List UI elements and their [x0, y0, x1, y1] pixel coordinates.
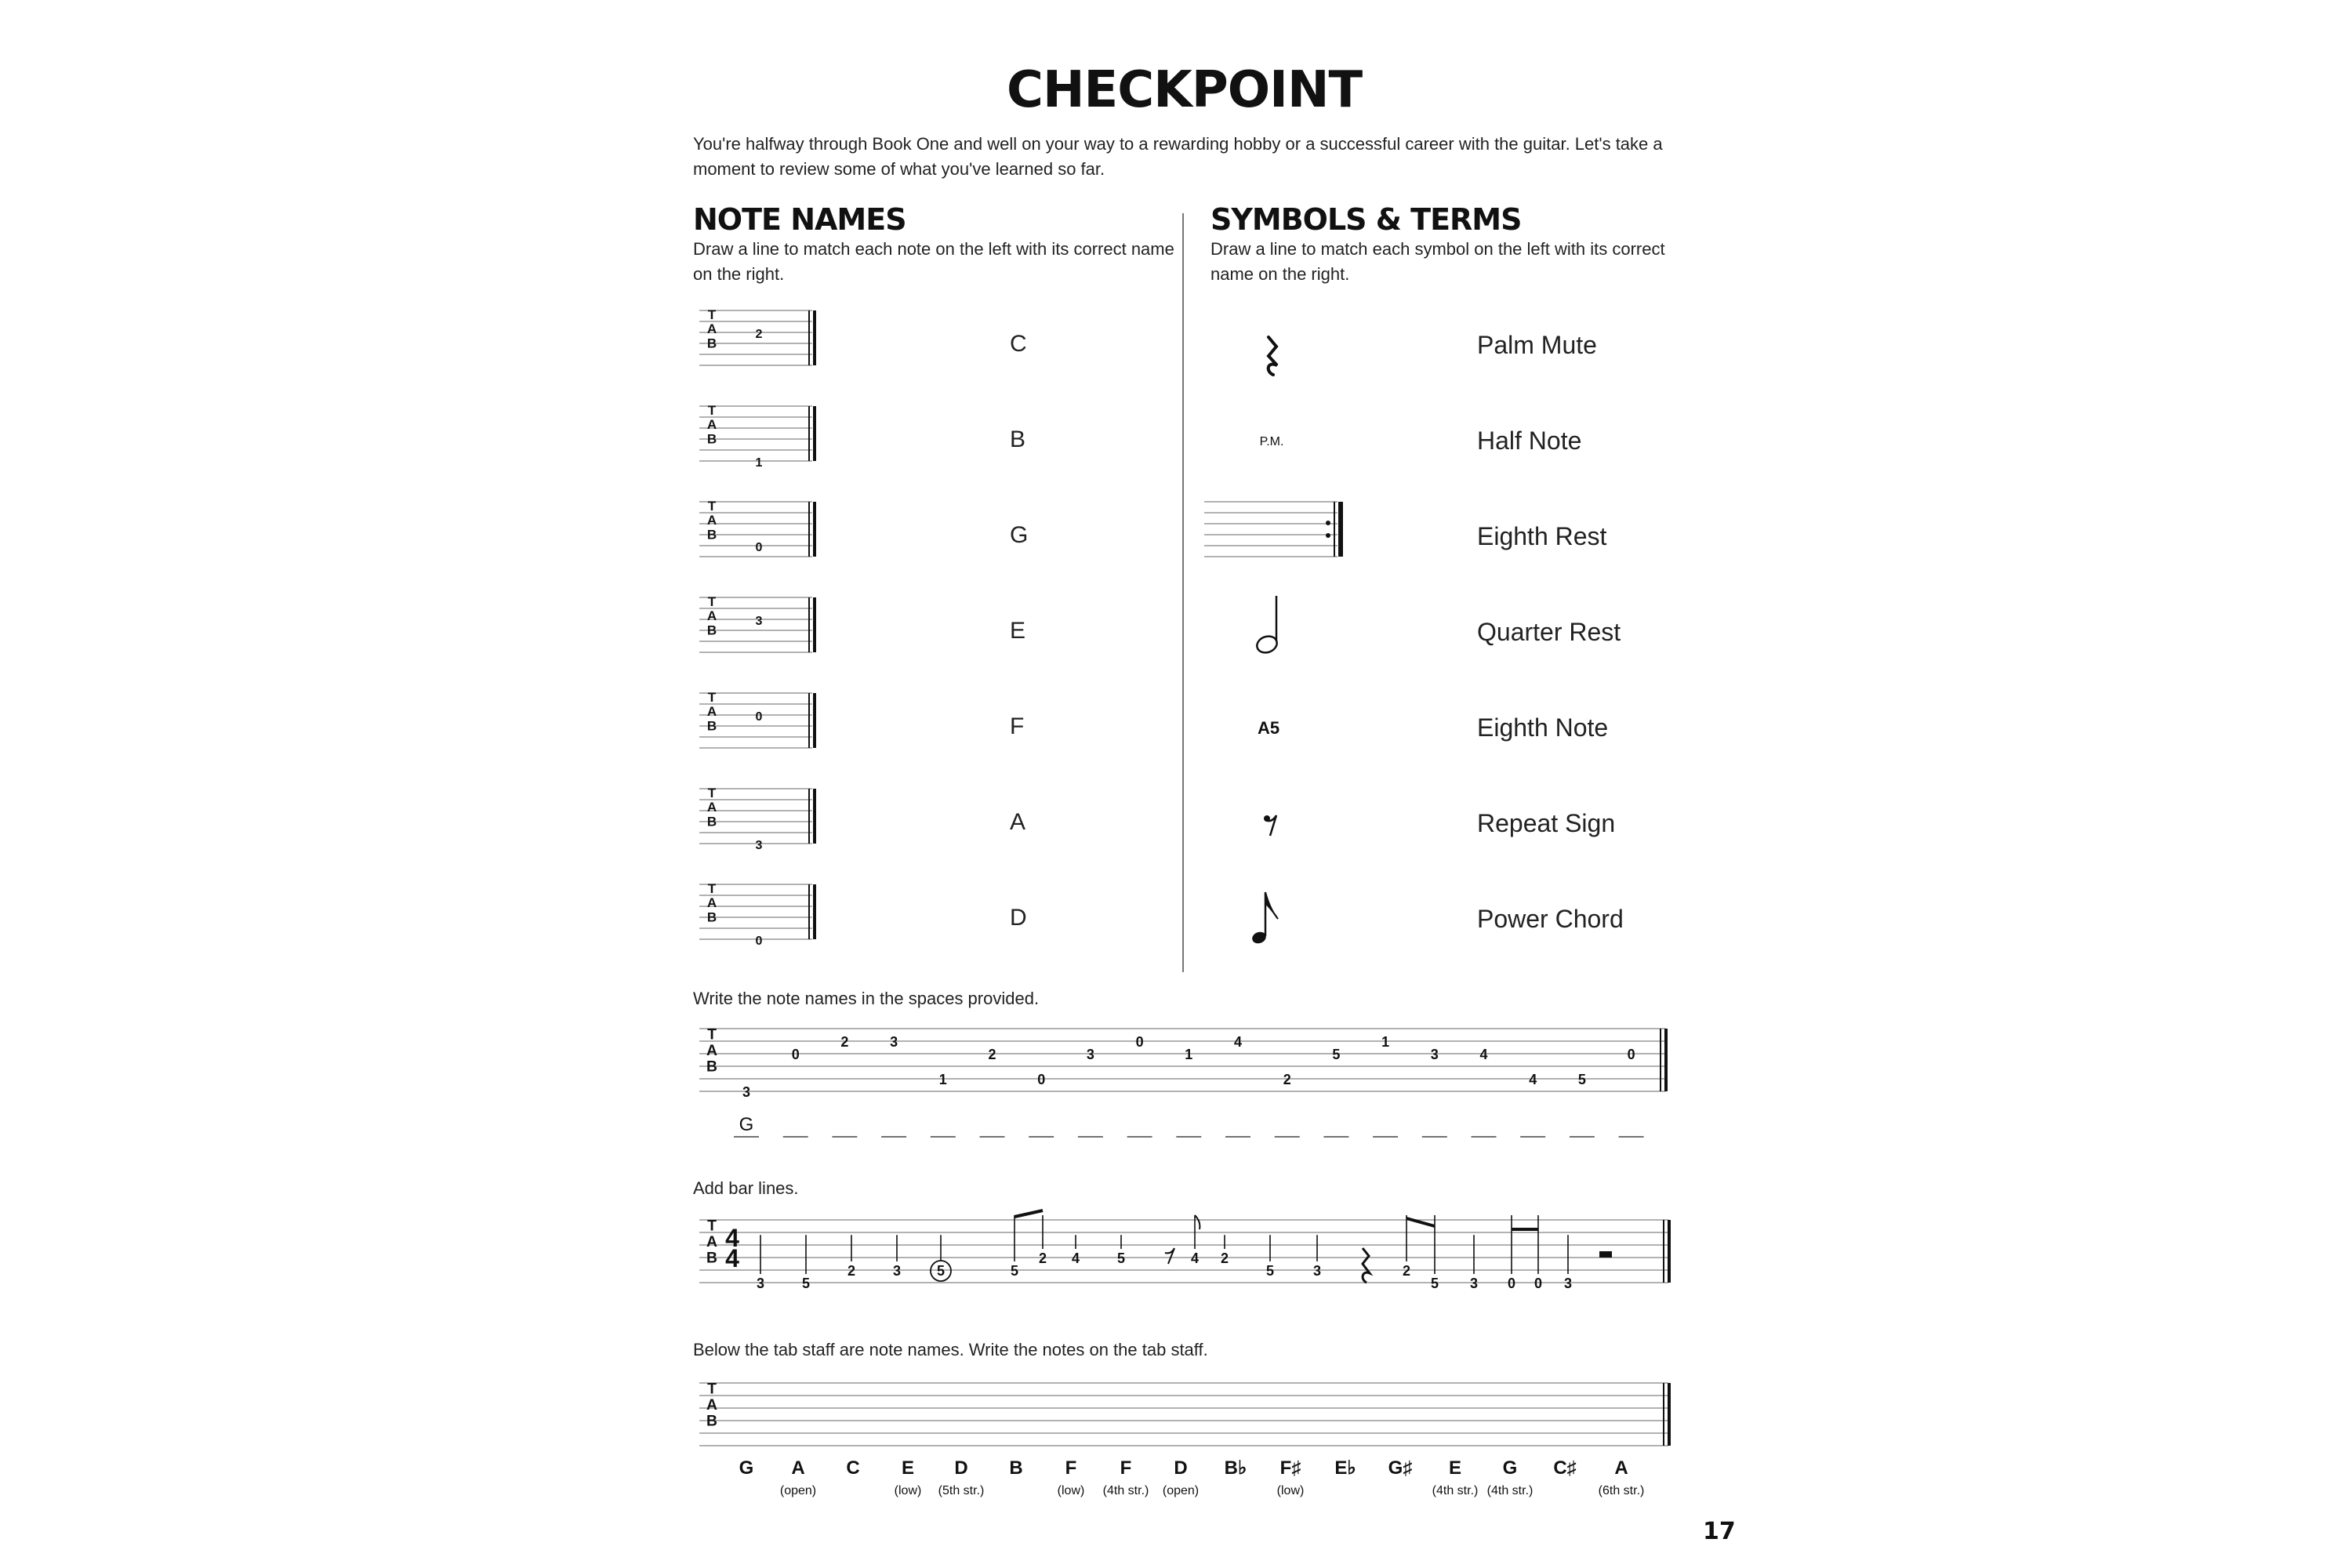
- tab-clef-letter: T: [707, 307, 717, 323]
- eighth-note-flag: [1265, 892, 1278, 919]
- tab-fret-number: 3: [742, 1084, 751, 1100]
- note-names-instruction: Draw a line to match each note on the left with its correct name on the right.: [693, 239, 1174, 284]
- tab-fret-number: 3: [1430, 1047, 1439, 1062]
- tab-fret-number: 3: [755, 615, 763, 628]
- palm-mute-text: P.M.: [1259, 435, 1284, 448]
- note-name-label: F: [1065, 1457, 1077, 1479]
- tab-clef-letter: B: [706, 1058, 717, 1076]
- tab-fret-number: 4: [1529, 1072, 1537, 1087]
- answer-letter: B: [1010, 426, 1026, 452]
- tab-clef-letter: T: [707, 690, 717, 706]
- tab-clef-letter: T: [707, 1025, 717, 1044]
- write-notes-staff: [699, 1383, 1668, 1446]
- tab-clef-letter: T: [707, 881, 717, 897]
- tab-fret-number: 3: [1563, 1276, 1573, 1291]
- term-label: Quarter Rest: [1477, 618, 1621, 646]
- tab-clef-letter: T: [707, 786, 717, 801]
- note-name-label: C♯: [1553, 1457, 1577, 1479]
- note-name-label: A: [791, 1457, 805, 1479]
- quarter-rest-icon: [1363, 1248, 1370, 1283]
- note-name-label: B♭: [1224, 1457, 1247, 1479]
- tab-fret-number: 5: [1010, 1263, 1019, 1279]
- tab-fret-number: 3: [755, 839, 763, 852]
- tab-clef-letter: B: [706, 1249, 717, 1267]
- tab-clef-letter: B: [706, 431, 717, 447]
- answer-letter: E: [1010, 618, 1026, 644]
- note-name-sub: (4th str.): [1102, 1484, 1149, 1497]
- time-signature-top: 4: [725, 1224, 739, 1252]
- note-name-sub: (low): [894, 1484, 922, 1497]
- eighth-rest-icon: [1165, 1248, 1174, 1264]
- tab-clef-letter: B: [706, 1412, 717, 1430]
- intro-paragraph: You're halfway through Book One and well on your way to a rewarding hobby or a successful career with the guitar. Let's take a moment to review some of what you've learned so far.: [693, 134, 1663, 179]
- tab-clef-letter: A: [706, 513, 717, 528]
- repeat-dot: [1326, 533, 1330, 538]
- tab-fret-number: 1: [1381, 1034, 1390, 1050]
- tab-fret-number: 0: [1135, 1034, 1144, 1050]
- note-name-sub: (low): [1057, 1484, 1085, 1497]
- note-name-label: E♭: [1334, 1457, 1356, 1479]
- tab-fret-number: 3: [1086, 1047, 1094, 1062]
- tab-fret-number: 4: [1190, 1250, 1200, 1266]
- term-label: Eighth Rest: [1477, 522, 1607, 550]
- repeat-dot: [1326, 521, 1330, 525]
- note-name-label: G: [739, 1457, 754, 1479]
- half-rest-icon: [1599, 1251, 1612, 1258]
- tab-fret-number: 1: [755, 456, 763, 470]
- term-label: Half Note: [1477, 426, 1582, 455]
- tab-clef-letter: A: [706, 1042, 717, 1059]
- symbols-terms-heading: SYMBOLS & TERMS: [1210, 202, 1522, 237]
- note-name-label: G♯: [1388, 1457, 1413, 1479]
- tab-clef-letter: A: [706, 417, 717, 433]
- tab-fret-number: 2: [1038, 1250, 1047, 1266]
- tab-clef-letter: T: [707, 403, 717, 419]
- tab-fret-number: 3: [1469, 1276, 1479, 1291]
- tab-clef-letter: B: [706, 527, 717, 543]
- tab-clef-letter: B: [706, 336, 717, 351]
- tab-fret-number: 2: [840, 1034, 849, 1050]
- tab-fret-number: 3: [1312, 1263, 1322, 1279]
- note-name-label: G: [1502, 1457, 1518, 1479]
- add-bar-lines-instruction: Add bar lines.: [693, 1178, 799, 1198]
- tab-fret-number: 4: [1479, 1047, 1488, 1062]
- note-name-label: F: [1120, 1457, 1132, 1479]
- tab-fret-number: 0: [1037, 1072, 1046, 1087]
- note-name-sub: (open): [779, 1484, 817, 1497]
- page-number: 17: [1703, 1518, 1736, 1545]
- note-name-sub: (open): [1162, 1484, 1200, 1497]
- tab-clef-letter: A: [706, 895, 717, 911]
- tab-fret-number: 0: [755, 935, 763, 948]
- answer-letter: G: [1010, 522, 1029, 548]
- note-name-label: D: [1174, 1457, 1188, 1479]
- tab-clef-letter: T: [707, 1380, 717, 1398]
- tab-clef-letter: T: [707, 1217, 717, 1235]
- tab-clef-letter: T: [707, 594, 717, 610]
- tab-clef-letter: A: [706, 1396, 717, 1414]
- tab-fret-number: 0: [1627, 1047, 1635, 1062]
- tab-clef-letter: A: [706, 1233, 717, 1250]
- tab-fret-number: 5: [936, 1263, 946, 1279]
- tab-fret-number: 5: [1332, 1047, 1341, 1062]
- tab-fret-number: 5: [1577, 1072, 1586, 1087]
- note-name-label: D: [954, 1457, 968, 1479]
- note-name-label: F♯: [1279, 1457, 1301, 1479]
- power-chord-text: A5: [1257, 718, 1280, 738]
- tab-fret-number: 0: [755, 710, 763, 724]
- tab-fret-number: 5: [1116, 1250, 1126, 1266]
- note-name-sub: (6th str.): [1598, 1484, 1645, 1497]
- tab-fret-number: 3: [756, 1276, 765, 1291]
- tab-fret-number: 2: [755, 328, 763, 341]
- note-name-label: A: [1614, 1457, 1628, 1479]
- tab-clef-letter: A: [706, 800, 717, 815]
- note-name-label: E: [1448, 1457, 1462, 1479]
- symbols-terms-instruction: Draw a line to match each symbol on the left with its correct name on the right.: [1210, 239, 1665, 284]
- tab-clef-letter: T: [707, 499, 717, 514]
- term-label: Repeat Sign: [1477, 809, 1616, 837]
- tab-fret-number: 2: [1220, 1250, 1229, 1266]
- note-name-sub: (low): [1276, 1484, 1305, 1497]
- tab-fret-number: 0: [791, 1047, 800, 1062]
- tab-fret-number: 3: [892, 1263, 902, 1279]
- tab-fret-number: 2: [847, 1263, 856, 1279]
- time-signature-bottom: 4: [725, 1244, 739, 1272]
- write-note-names-instruction: Write the note names in the spaces provided.: [693, 989, 1040, 1008]
- note-name-sub: (4th str.): [1432, 1484, 1479, 1497]
- tab-clef-letter: A: [706, 321, 717, 337]
- tab-fret-number: 5: [1265, 1263, 1275, 1279]
- tab-fret-number: 0: [1507, 1276, 1516, 1291]
- eighth-beam: [1014, 1210, 1043, 1217]
- note-name-label: E: [901, 1457, 915, 1479]
- note-names-heading: NOTE NAMES: [693, 202, 906, 237]
- tab-fret-number: 0: [1534, 1276, 1543, 1291]
- tab-fret-number: 1: [1185, 1047, 1193, 1062]
- note-name-label: B: [1009, 1457, 1023, 1479]
- answer-letter: A: [1010, 809, 1026, 835]
- note-name-sub: (5th str.): [938, 1484, 985, 1497]
- answer-letter: D: [1010, 905, 1027, 931]
- tab-clef-letter: B: [706, 622, 717, 638]
- tab-fret-number: 2: [988, 1047, 996, 1062]
- quarter-rest-icon: [1269, 337, 1277, 375]
- term-label: Eighth Note: [1477, 713, 1609, 742]
- tab-fret-number: 3: [890, 1034, 898, 1050]
- answer-letter: F: [1010, 713, 1025, 739]
- answer-letter: C: [1010, 331, 1027, 357]
- tab-fret-number: 4: [1071, 1250, 1080, 1266]
- tab-fret-number: 5: [1430, 1276, 1439, 1291]
- page-title: CHECKPOINT: [1007, 61, 1363, 119]
- tab-clef-letter: B: [706, 814, 717, 829]
- tab-clef-letter: A: [706, 608, 717, 624]
- tab-clef-letter: B: [706, 718, 717, 734]
- eighth-flag: [1195, 1215, 1200, 1229]
- tab-fret-number: 2: [1402, 1263, 1411, 1279]
- term-label: Power Chord: [1477, 905, 1624, 933]
- note-name-label: C: [846, 1457, 860, 1479]
- tab-clef-letter: A: [706, 704, 717, 720]
- tab-clef-letter: B: [706, 909, 717, 925]
- tab-fret-number: 1: [938, 1072, 947, 1087]
- term-label: Palm Mute: [1477, 331, 1597, 359]
- write-notes-instruction: Below the tab staff are note names. Write the notes on the tab staff.: [693, 1340, 1208, 1359]
- repeat-sign-staff: [1204, 502, 1338, 557]
- tab-fret-number: 0: [755, 541, 763, 554]
- answer-example: G: [739, 1114, 754, 1135]
- tab-fret-number: 5: [801, 1276, 811, 1291]
- tab-fret-number: 4: [1233, 1034, 1243, 1050]
- tab-fret-number: 2: [1283, 1072, 1291, 1087]
- note-name-sub: (4th str.): [1486, 1484, 1534, 1497]
